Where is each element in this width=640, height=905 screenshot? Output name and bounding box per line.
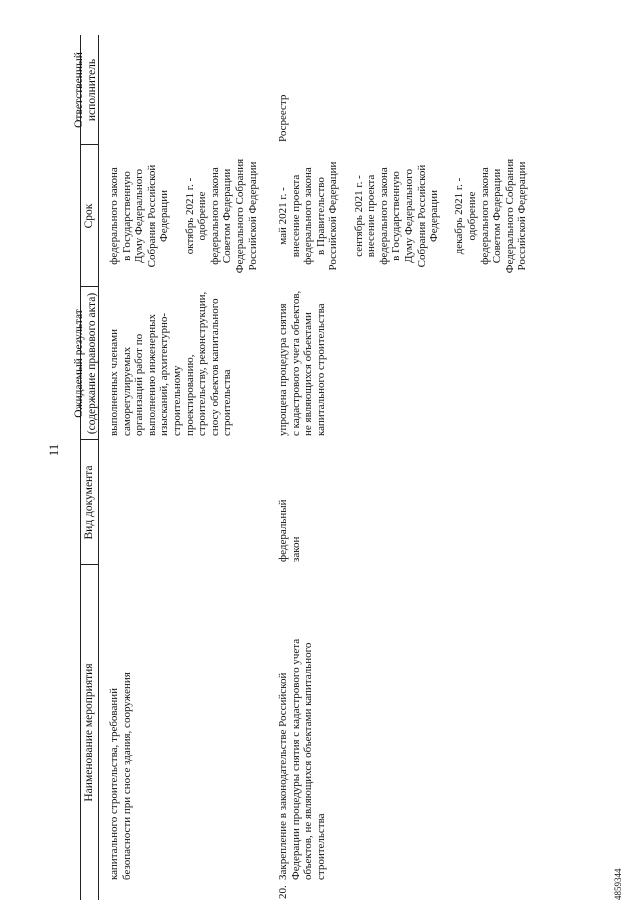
header-name: Наименование мероприятия xyxy=(83,663,95,802)
header-responsible: Ответственный исполнитель xyxy=(73,52,98,128)
header-doc-type: Вид документа xyxy=(83,465,95,540)
row2-result: упрощена процедура снятия с кадастрового учета объектов, не являющихся объектами капитального строительства xyxy=(277,290,327,436)
header-bottom-border xyxy=(98,35,99,900)
row2-term: май 2021 г. - внесение проекта федерального закона в Правительство Российской Федерации сентябрь 2021 г. - внесение проекта федерального закона в Государственную Думу Федерального Собрания Российской Федерации декабрь 2021 г. - одобрение федерального закона Советом Федерации Федерального Собрания Российской Федерации xyxy=(277,158,529,274)
row2-name: Закрепление в законодательстве Российской Федерации процедуры снятия с кадастрового учета объектов, не являющихся объектами капитального строительства xyxy=(277,638,327,880)
table-top-border xyxy=(80,35,81,900)
row1-term: федерального закона в Государственную Думу Федерального Собрания Российской Федерации октябрь 2021 г. - одобрение федерального закона Советом Федерации Федерального Собрания Российской Федерации xyxy=(108,158,259,274)
row2-doc-type: федеральный закон xyxy=(277,499,302,562)
row1-name: капитального строительства, требований безопасности при сносе здания, сооружения xyxy=(108,672,133,880)
header-term: Срок xyxy=(83,203,95,229)
row1-result: выполненных членами саморегулируемых организаций работ по выполнению инженерных изысканий, архитектурно- строительному проектированию, строительству, реконструкции, сносу объектов капитального строительства xyxy=(108,291,234,436)
row2-number: 20. xyxy=(277,885,289,899)
document-code: 4859344 xyxy=(613,868,623,900)
header-result: Ожидаемый результат (содержание правового акта) xyxy=(73,292,98,435)
row2-responsible: Росреестр xyxy=(277,94,289,142)
page-number: 11 xyxy=(46,443,61,457)
